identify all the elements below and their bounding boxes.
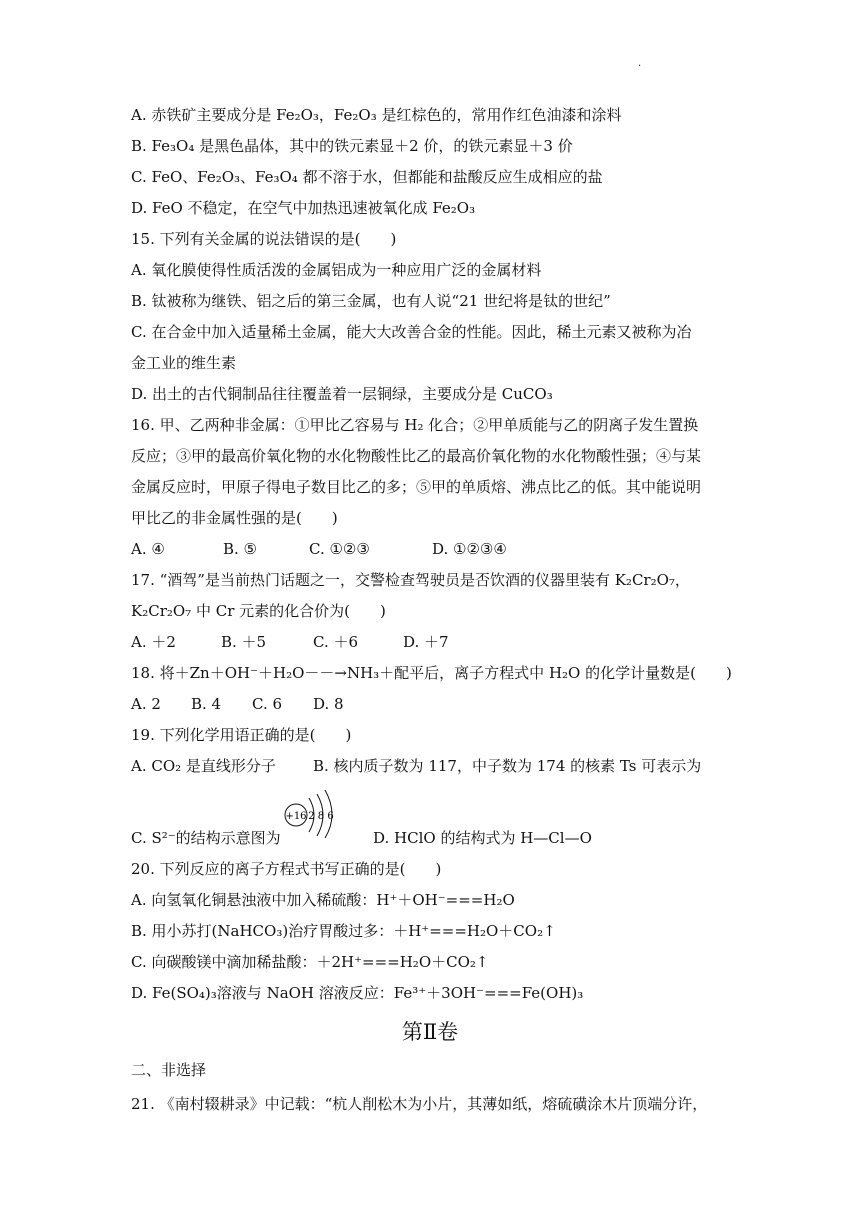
q20-option-b: B. 用小苏打(NaHCO₃)治疗胃酸过多：＋H⁺===H₂O＋CO₂↑ (131, 922, 556, 940)
q19-option-d: D. HClO 的结构式为 H—Cl—O (373, 829, 592, 847)
q19-options-cd (131, 828, 592, 848)
q16-line3: 金属反应时，甲原子得电子数目比乙的多；⑤甲的单质熔、沸点比乙的低。其中能说明 (131, 478, 702, 496)
q14-option-a: A. 赤铁矿主要成分是 Fe₂O₃，Fe₂O₃ 是红棕色的，常用作红色油漆和涂料 (131, 106, 622, 124)
q16-option-a: A. ④ (131, 540, 165, 558)
q20-stem: 20. 下列反应的离子方程式书写正确的是( ) (131, 860, 442, 878)
q14-option-d: D. FeO 不稳定，在空气中加热迅速被氧化成 Fe₂O₃ (131, 199, 476, 217)
q19-stem: 19. 下列化学用语正确的是( ) (131, 726, 352, 744)
q15-option-d: D. 出土的古代铜制品往往覆盖着一层铜绿，主要成分是 CuCO₃ (131, 385, 553, 403)
shell-electrons: 2 8 6 (308, 811, 334, 822)
q19-options-ab (131, 756, 701, 776)
q18-stem: 18. 将＋Zn＋OH⁻＋H₂O－－→NH₃＋配平后，离子方程式中 H₂O 的化学计量数是( ) (131, 664, 732, 682)
q20-option-c: C. 向碳酸镁中滴加稀盐酸：＋2H⁺===H₂O＋CO₂↑ (131, 953, 489, 971)
q18-option-c: C. 6 (252, 695, 283, 713)
q19-option-b: B. 核内质子数为 117，中子数为 174 的核素 Ts 可表示为 (313, 757, 702, 775)
q16-options (131, 539, 507, 559)
q19-option-a: A. CO₂ 是直线形分子 (131, 757, 276, 775)
q15-stem: 15. 下列有关金属的说法错误的是( ) (131, 230, 397, 248)
section-2-heading: 二、非选择 (131, 1061, 207, 1079)
q15-option-c-line1: C. 在合金中加入适量稀土金属，能大大改善合金的性能。因此，稀土元素又被称为冶 (131, 323, 692, 341)
nucleus-charge: +16 (285, 811, 307, 822)
q16-option-c: C. ①②③ (309, 540, 370, 558)
q17-option-d: D. ＋7 (403, 633, 449, 651)
q17-option-b: B. ＋5 (221, 633, 267, 651)
header-mark: . (638, 58, 642, 69)
q18-options (131, 694, 344, 714)
q15-option-b: B. 钛被称为继铁、铝之后的第三金属，也有人说“21 世纪将是钛的世纪” (131, 292, 611, 310)
q17-option-c: C. ＋6 (313, 633, 359, 651)
q20-option-a: A. 向氢氧化铜悬浊液中加入稀硫酸：H⁺＋OH⁻===H₂O (131, 891, 515, 909)
q16-line1: 16. 甲、乙两种非金属：①甲比乙容易与 H₂ 化合；②甲单质能与乙的阴离子发生置换 (131, 416, 699, 434)
q17-line1: 17. “酒驾”是当前热门话题之一，交警检查驾驶员是否饮酒的仪器里装有 K₂Cr₂O₇， (131, 571, 690, 589)
q17-line2: K₂Cr₂O₇ 中 Cr 元素的化合价为( ) (131, 602, 386, 620)
q14-option-b: B. Fe₃O₄ 是黑色晶体，其中的铁元素显＋2 价，的铁元素显＋3 价 (131, 137, 573, 155)
q16-line4: 甲比乙的非金属性强的是( ) (131, 509, 338, 527)
q18-option-a: A. 2 (131, 695, 161, 713)
q20-option-d: D. Fe(SO₄)₃溶液与 NaOH 溶液反应：Fe³⁺＋3OH⁻===Fe(OH)₃ (131, 984, 584, 1002)
q16-line2: 反应；③甲的最高价氧化物的水化物酸性比乙的最高价氧化物的水化物酸性强；④与某 (131, 447, 702, 465)
q17-option-a: A. ＋2 (131, 633, 176, 651)
q16-option-b: B. ⑤ (223, 540, 258, 558)
q17-options (131, 632, 449, 652)
q19-option-c: C. S²⁻的结构示意图为 (131, 829, 281, 847)
q18-option-d: D. 8 (313, 695, 344, 713)
q14-option-c: C. FeO、Fe₂O₃、Fe₃O₄ 都不溶于水，但都能和盐酸反应生成相应的盐 (131, 168, 603, 186)
q18-option-b: B. 4 (191, 695, 222, 713)
q15-option-a: A. 氧化膜使得性质活泼的金属铝成为一种应用广泛的金属材料 (131, 261, 542, 279)
q15-option-c-line2: 金工业的维生素 (131, 354, 237, 372)
section-title: 第Ⅱ卷 (401, 1020, 459, 1044)
q16-option-d: D. ①②③④ (432, 540, 507, 558)
q21-line1: 21. 《南村辍耕录》中记载：“杭人削松木为小片，其薄如纸，熔硫磺涂木片顶端分许， (131, 1095, 708, 1113)
